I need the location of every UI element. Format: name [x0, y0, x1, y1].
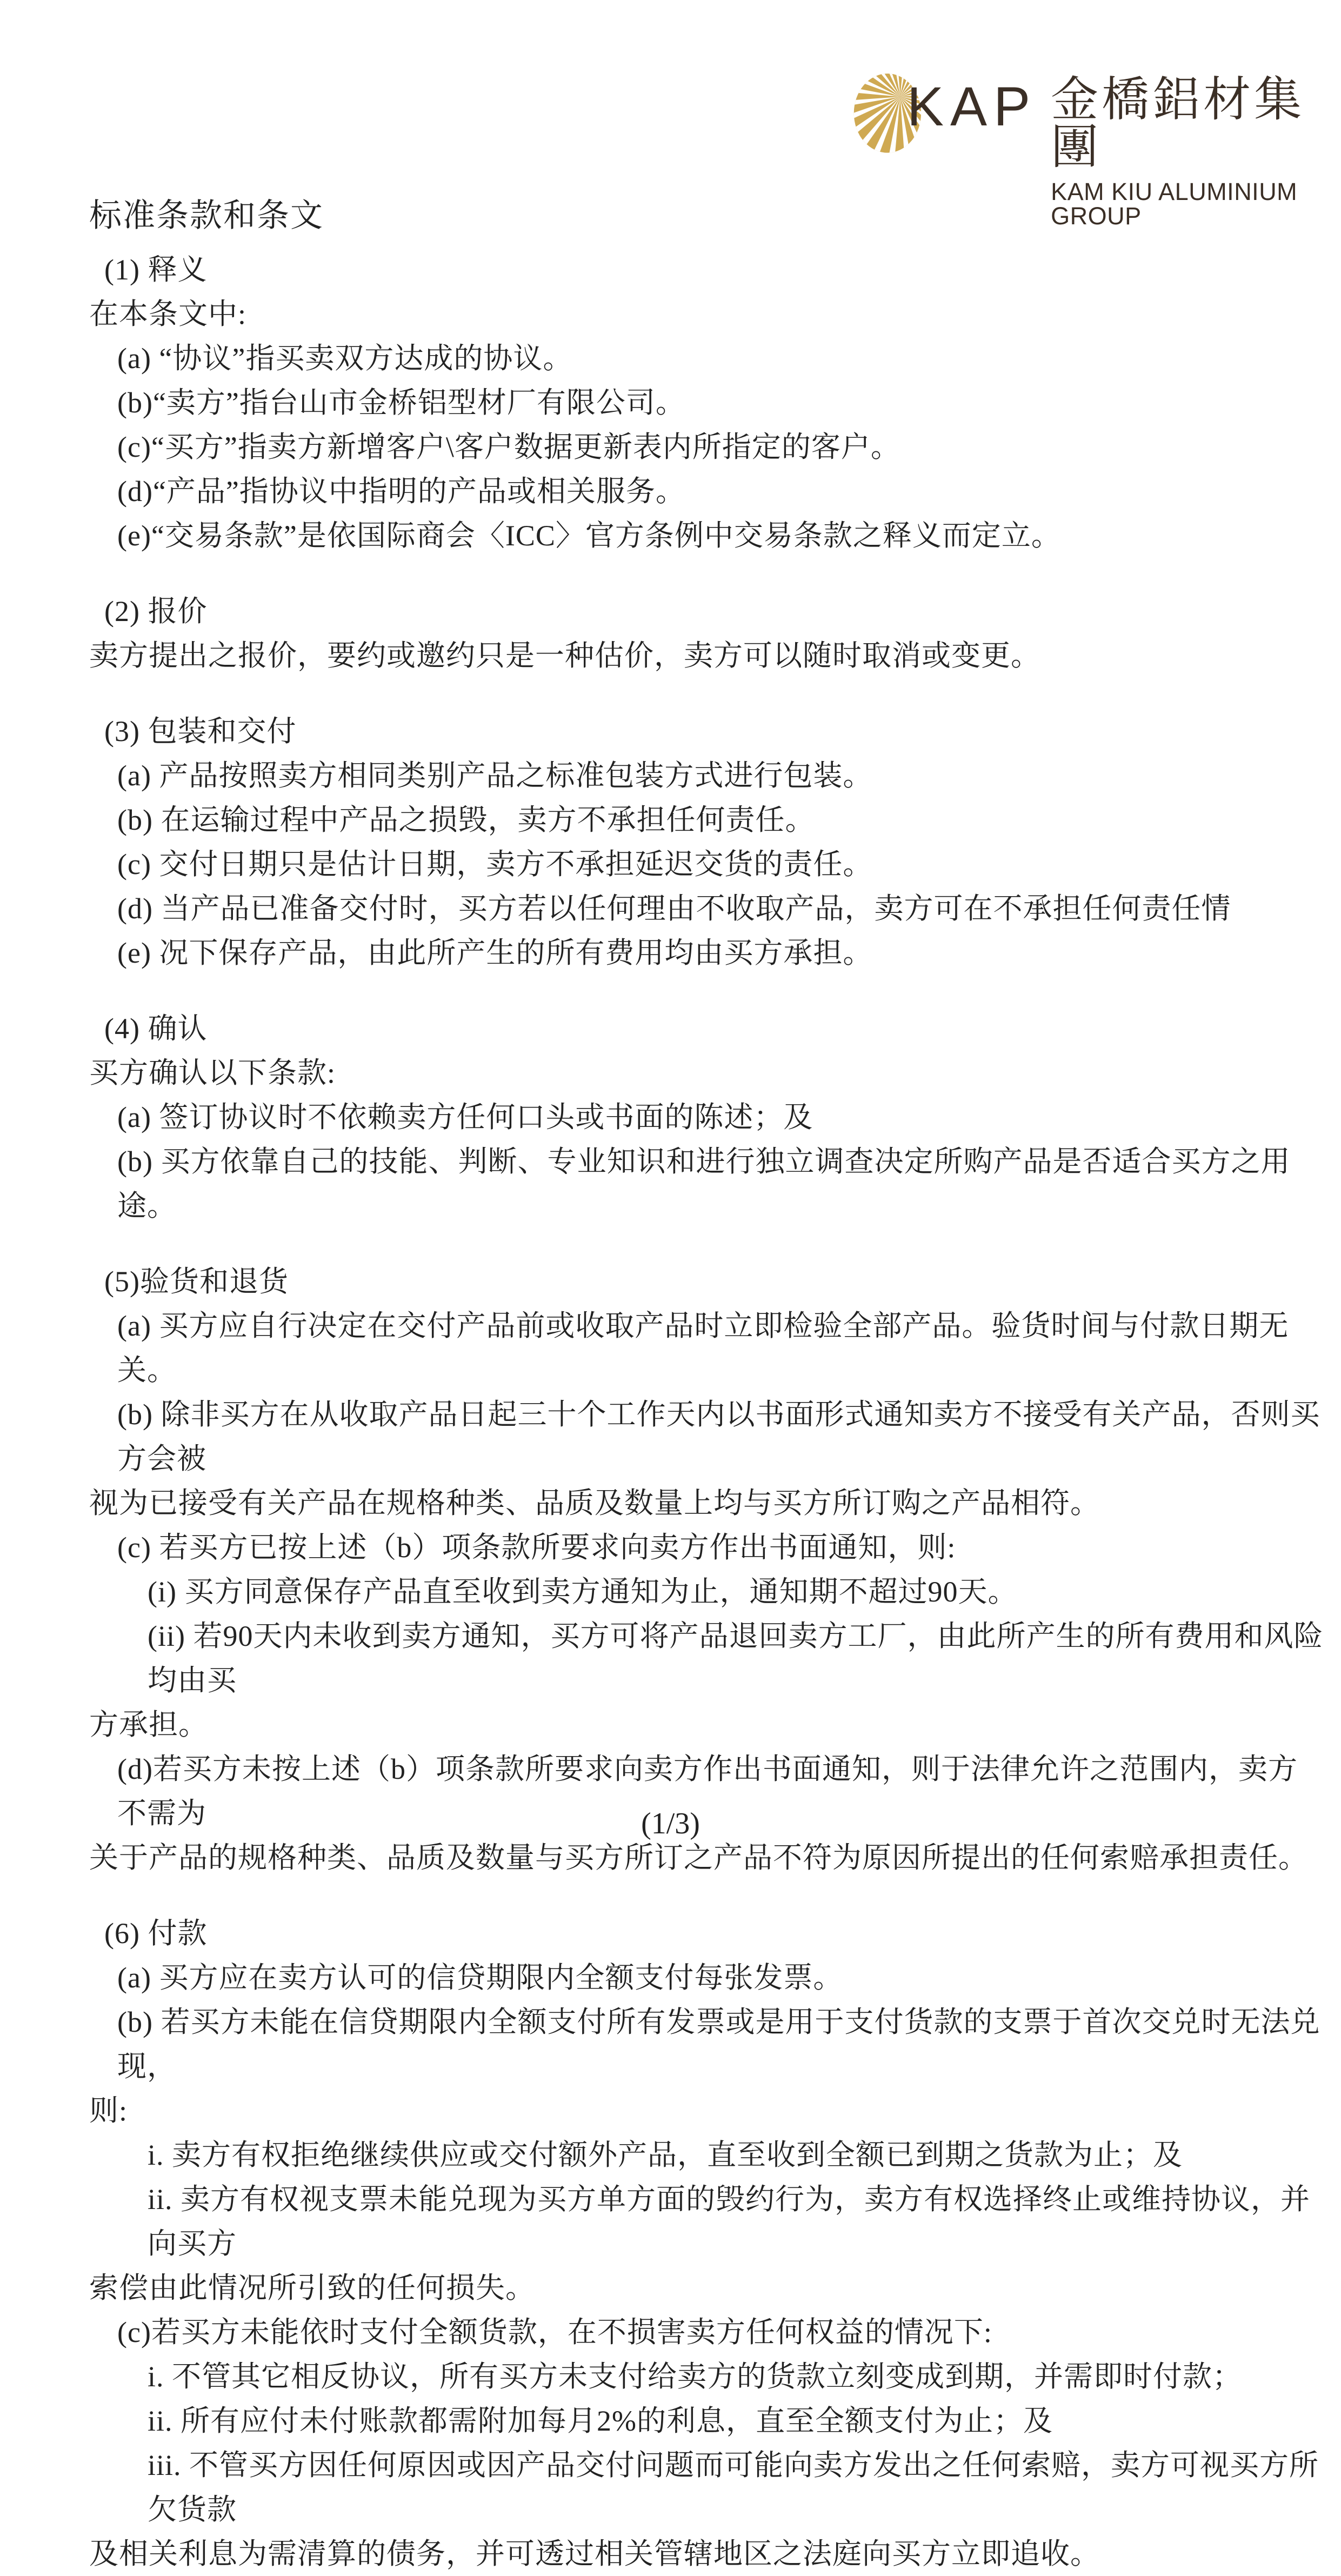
doc-line: (c) 若买方已按上述（b）项条款所要求向卖方作出书面通知，则: [117, 1531, 956, 1564]
doc-line: (ii) 若90天内未收到卖方通知，买方可将产品退回卖方工厂，由此所产生的所有费用和风险均由买 [148, 1620, 1324, 1697]
doc-line: (c)若买方未能依时支付全额货款，在不损害卖方任何权益的情况下: [117, 2316, 992, 2348]
doc-line: (b) 买方依靠自己的技能、判断、专业知识和进行独立调查决定所购产品是否适合买方之用途。 [117, 1145, 1291, 1222]
section [89, 1006, 1327, 1228]
doc-line: (a) 产品按照卖方相同类别产品之标准包装方式进行包装。 [117, 759, 873, 792]
logo-kap-text: KAP [907, 76, 1037, 137]
sections-container [89, 248, 1327, 2576]
doc-line: 在本条文中: [89, 298, 247, 330]
doc-line: 关于产品的规格种类、品质及数量与买方所订之产品不符为原因所提出的任何索赔承担责任。 [89, 1841, 1308, 1874]
section [89, 1259, 1327, 1880]
logo-name-chinese: 金橋鋁材集團 [1051, 74, 1305, 174]
doc-line: (d)若买方未按上述（b）项条款所要求向卖方作出书面通知，则于法律允许之范围内，卖方不需为 [117, 1753, 1298, 1830]
doc-line: (b)“卖方”指台山市金桥铝型材厂有限公司。 [117, 386, 685, 419]
doc-line: (a) 买方应自行决定在交付产品前或收取产品时立即检验全部产品。验货时间与付款日期无关。 [117, 1310, 1289, 1386]
doc-line: 方承担。 [89, 1709, 208, 1741]
page-number: (1/3) [641, 1807, 700, 1840]
doc-line: (c) 交付日期只是估计日期，卖方不承担延迟交货的责任。 [117, 848, 873, 880]
doc-line: (d)“产品”指协议中指明的产品或相关服务。 [117, 475, 685, 508]
logo-name-english: KAM KIU ALUMINIUM GROUP [1051, 178, 1298, 230]
section-heading: (1) 释义 [104, 253, 208, 286]
doc-line: 买方确认以下条款: [89, 1057, 336, 1089]
doc-line: (i) 买方同意保存产品直至收到卖方通知为止，通知期不超过90天。 [148, 1576, 1018, 1608]
section [89, 1911, 1327, 2576]
section-heading: (2) 报价 [104, 595, 208, 628]
doc-line: (e) 况下保存产品，由此所产生的所有费用均由买方承担。 [117, 937, 873, 969]
section [89, 248, 1327, 558]
doc-line: (c)“买方”指卖方新增客户\客户数据更新表内所指定的客户。 [117, 431, 900, 463]
section [89, 709, 1327, 975]
doc-line: ii. 卖方有权视支票未能兑现为买方单方面的毁约行为，卖方有权选择终止或维持协议，并向买方 [148, 2183, 1311, 2260]
doc-line: (d) 当产品已准备交付时，买方若以任何理由不收取产品，卖方可在不承担任何责任情 [117, 892, 1231, 925]
doc-line: ii. 所有应付未付账款都需附加每月2%的利息，直至全额支付为止；及 [148, 2405, 1053, 2437]
doc-line: (b) 在运输过程中产品之损毁，卖方不承担任何责任。 [117, 804, 815, 836]
doc-line: iii. 不管买方因任何原因或因产品交付问题而可能向卖方发出之任何索赔，卖方可视买方所欠货款 [148, 2449, 1319, 2526]
doc-line: (a) “协议”指买卖双方达成的协议。 [117, 342, 573, 375]
doc-line: (b) 除非买方在从收取产品日起三十个工作天内以书面形式通知卖方不接受有关产品，否则买方会被 [117, 1398, 1320, 1475]
section-heading: (6) 付款 [104, 1917, 208, 1950]
doc-line: 视为已接受有关产品在规格种类、品质及数量上均与买方所订购之产品相符。 [89, 1487, 1100, 1519]
doc-line: 及相关利息为需清算的债务，并可透过相关管辖地区之法庭向买方立即追收。 [89, 2538, 1100, 2570]
doc-line: 卖方提出之报价，要约或邀约只是一种估价，卖方可以随时取消或变更。 [89, 639, 1040, 672]
section-heading: (4) 确认 [104, 1012, 208, 1045]
terms-content [89, 193, 1327, 2576]
doc-line: (a) 签订协议时不依赖卖方任何口头或书面的陈述；及 [117, 1101, 813, 1133]
section [89, 589, 1327, 678]
doc-line: (e)“交易条款”是依国际商会〈ICC〉官方条例中交易条款之释义而定立。 [117, 519, 1061, 552]
section-heading: (5)验货和退货 [104, 1265, 289, 1298]
doc-line: 则: [89, 2094, 128, 2127]
doc-line: (b) 若买方未能在信贷期限内全额支付所有发票或是用于支付货款的支票于首次交兑时无法兑现， [117, 2006, 1320, 2083]
section-heading: (3) 包装和交付 [104, 715, 297, 748]
doc-line: i. 不管其它相反协议，所有买方未支付给卖方的货款立刻变成到期，并需即时付款； [148, 2360, 1242, 2393]
doc-line: 索偿由此情况所引致的任何损失。 [89, 2272, 535, 2304]
page-title: 标准条款和条文 [89, 198, 324, 233]
doc-line: i. 卖方有权拒绝继续供应或交付额外产品，直至收到全额已到期之货款为止；及 [148, 2139, 1183, 2171]
doc-line: (a) 买方应在卖方认可的信贷期限内全额支付每张发票。 [117, 1961, 843, 1994]
